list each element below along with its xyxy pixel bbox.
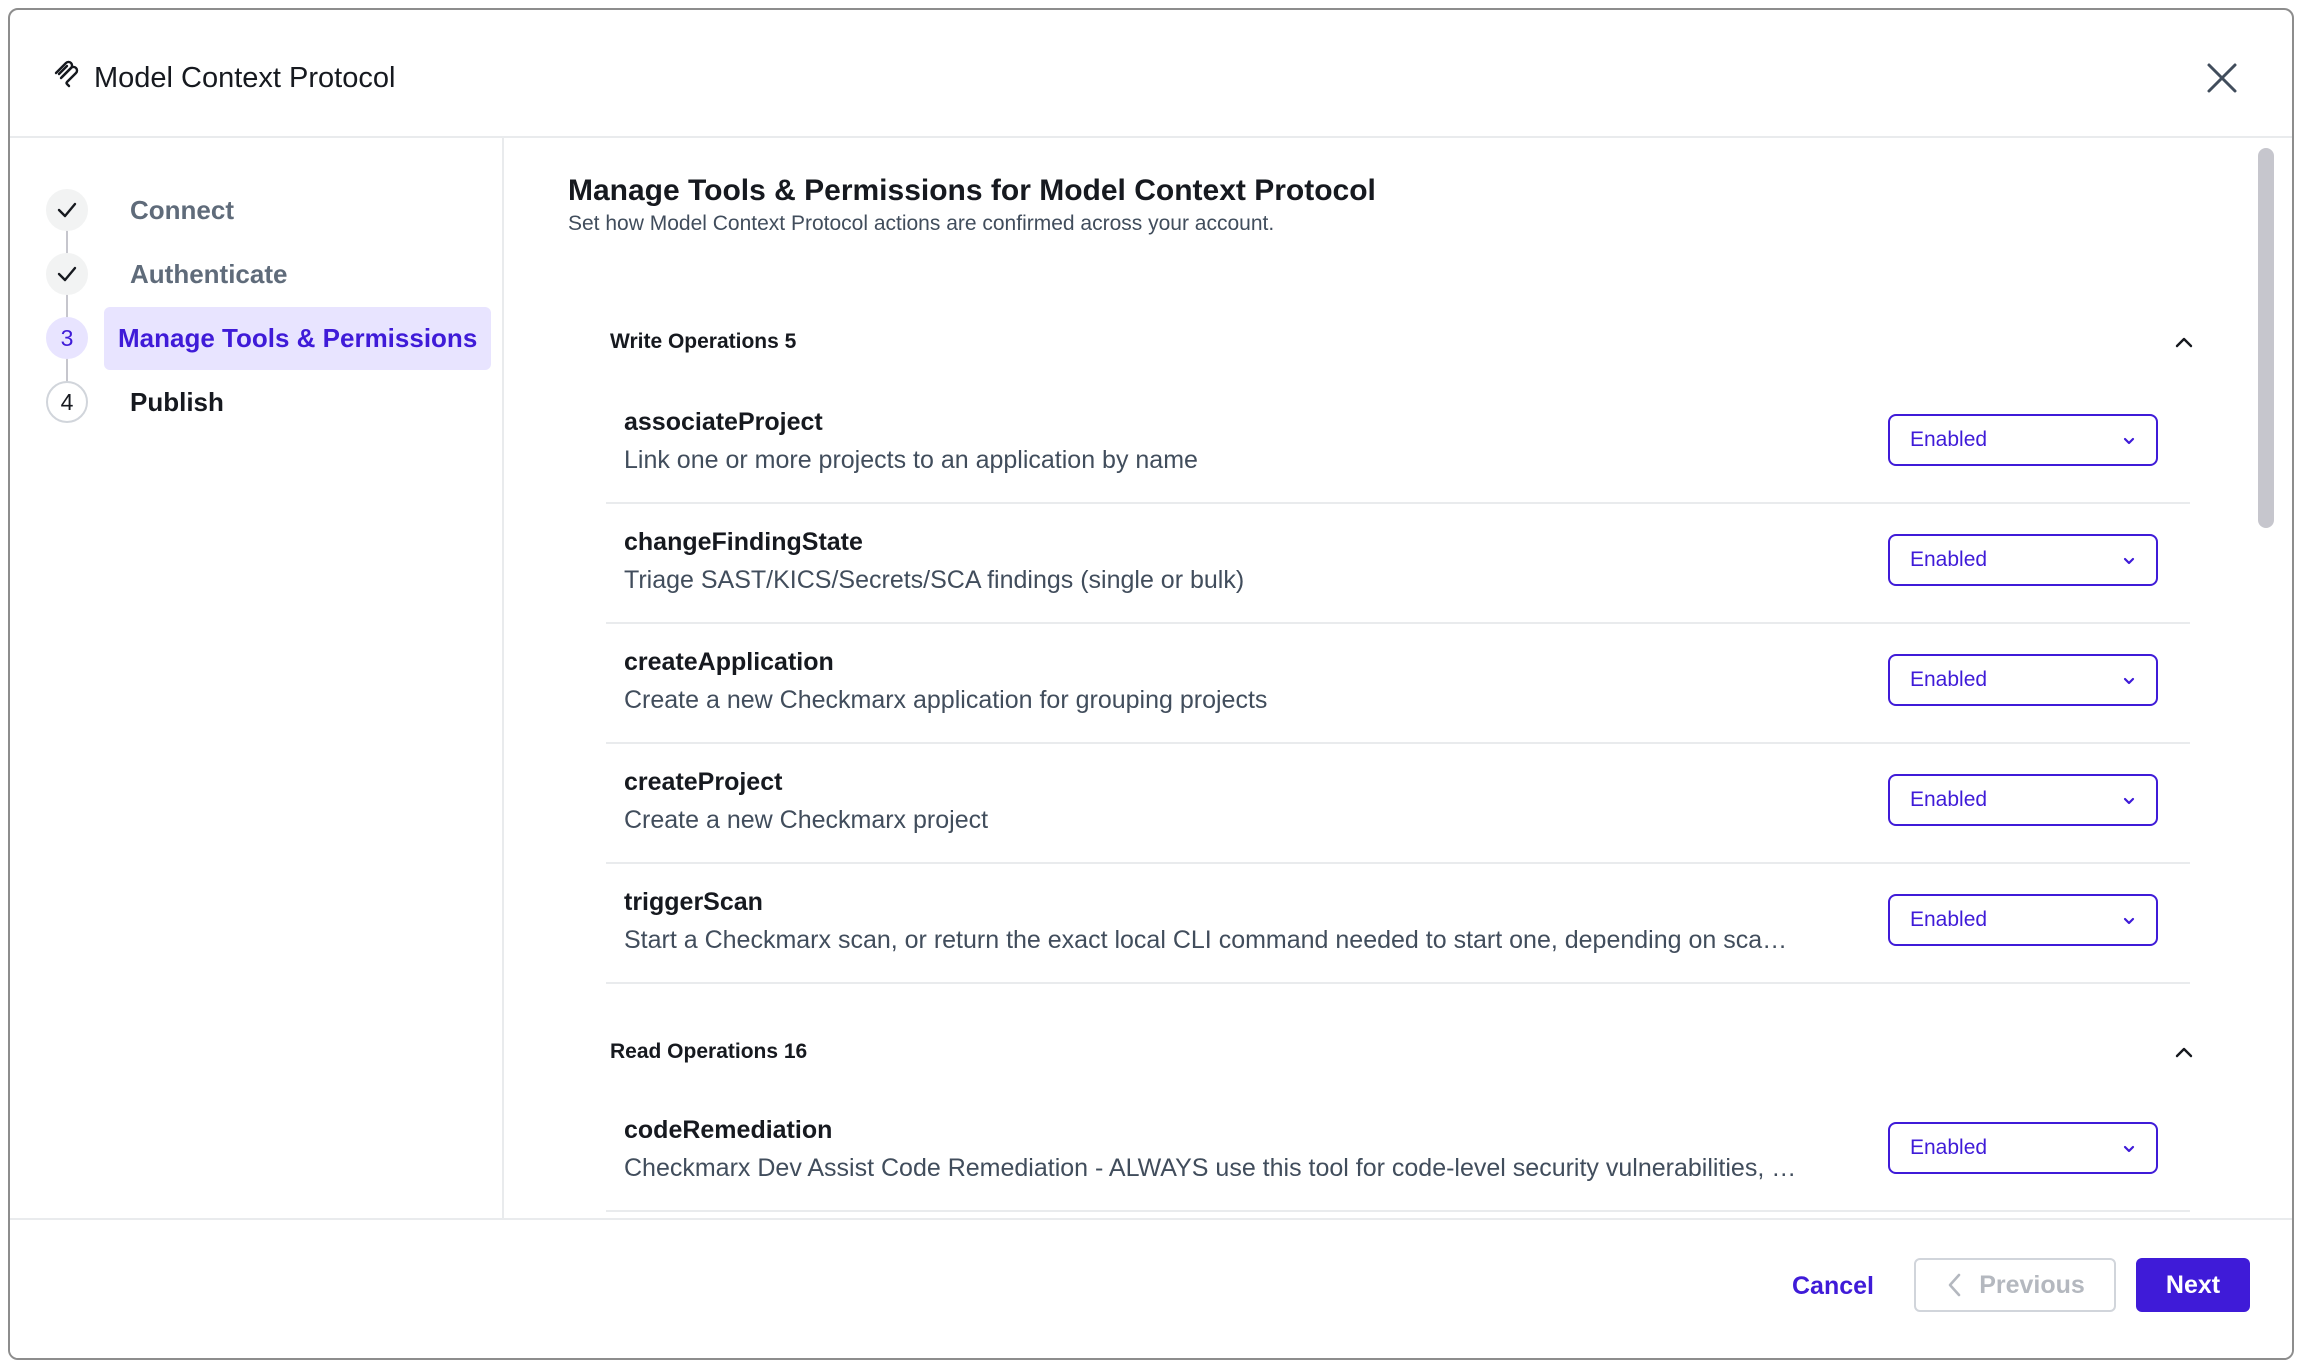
tool-row	[606, 864, 2190, 984]
section-header-write[interactable]	[610, 322, 2200, 362]
step-number: 3	[46, 317, 88, 359]
permission-select[interactable]	[1888, 654, 2158, 706]
tool-row	[606, 504, 2190, 624]
chevron-up-icon[interactable]	[2168, 1036, 2200, 1068]
permission-value: Enabled	[1910, 908, 1988, 931]
previous-button[interactable]	[1914, 1258, 2116, 1312]
chevron-left-icon	[1945, 1272, 1965, 1298]
main-content	[506, 140, 2280, 1218]
step-number: 4	[46, 381, 88, 423]
permission-select[interactable]	[1888, 414, 2158, 466]
tool-name: codeRemediation	[624, 1116, 833, 1144]
page-subtitle: Set how Model Context Protocol actions are confirmed across your account.	[568, 212, 1275, 235]
wizard-steps	[10, 138, 504, 1218]
chevron-down-icon	[2120, 912, 2138, 930]
dialog-footer	[10, 1218, 2292, 1360]
step-label: Connect	[130, 194, 234, 225]
tool-description: Start a Checkmarx scan, or return the exact local CLI command needed to start one, depending on sca…	[624, 926, 1788, 954]
step-label: Manage Tools & Permissions	[104, 307, 491, 370]
step-check-icon	[46, 189, 88, 231]
chevron-down-icon	[2120, 672, 2138, 690]
step-manage-tools[interactable]	[46, 306, 491, 370]
tool-description: Checkmarx Dev Assist Code Remediation - ALWAYS use this tool for code-level security vulnerabilities, …	[624, 1154, 1797, 1182]
page-title: Manage Tools & Permissions for Model Context Protocol	[568, 174, 1376, 207]
mcp-logo-icon	[50, 58, 82, 90]
tool-name: triggerScan	[624, 888, 763, 916]
tool-description: Create a new Checkmarx project	[624, 806, 989, 834]
permission-value: Enabled	[1910, 668, 1988, 691]
section-header-read[interactable]	[610, 1032, 2200, 1072]
dialog-header	[10, 10, 2292, 138]
step-label: Publish	[130, 386, 224, 417]
tool-row	[606, 624, 2190, 744]
tool-row	[606, 384, 2190, 504]
chevron-down-icon	[2120, 552, 2138, 570]
next-button[interactable]: Next	[2136, 1258, 2250, 1312]
step-authenticate[interactable]	[46, 242, 301, 306]
permission-select[interactable]	[1888, 774, 2158, 826]
tool-row	[606, 744, 2190, 864]
tool-name: changeFindingState	[624, 528, 863, 556]
permission-select[interactable]	[1888, 894, 2158, 946]
dialog-title: Model Context Protocol	[94, 62, 396, 94]
permission-select[interactable]	[1888, 1122, 2158, 1174]
step-connect[interactable]	[46, 178, 248, 242]
tool-name: createApplication	[624, 648, 834, 676]
tool-name: createProject	[624, 768, 783, 796]
tool-name: associateProject	[624, 408, 823, 436]
chevron-down-icon	[2120, 432, 2138, 450]
cancel-button[interactable]: Cancel	[1792, 1272, 1874, 1300]
permission-value: Enabled	[1910, 1136, 1988, 1159]
step-check-icon	[46, 253, 88, 295]
scrollbar-thumb[interactable]	[2258, 148, 2274, 528]
step-publish[interactable]	[46, 370, 238, 434]
scrollbar[interactable]	[2252, 140, 2280, 1218]
tool-row	[606, 1092, 2190, 1212]
dialog	[8, 8, 2294, 1360]
chevron-down-icon	[2120, 792, 2138, 810]
previous-label: Previous	[1979, 1270, 2085, 1299]
chevron-down-icon	[2120, 1140, 2138, 1158]
permission-value: Enabled	[1910, 788, 1988, 811]
permission-value: Enabled	[1910, 548, 1988, 571]
tool-description: Create a new Checkmarx application for grouping projects	[624, 686, 1268, 714]
tool-description: Link one or more projects to an application by name	[624, 446, 1198, 474]
permission-value: Enabled	[1910, 428, 1988, 451]
chevron-up-icon[interactable]	[2168, 326, 2200, 358]
close-icon[interactable]	[2202, 58, 2242, 98]
section-title: Read Operations 16	[610, 1040, 808, 1063]
section-title: Write Operations 5	[610, 330, 797, 353]
permission-select[interactable]	[1888, 534, 2158, 586]
tool-description: Triage SAST/KICS/Secrets/SCA findings (single or bulk)	[624, 566, 1245, 594]
step-label: Authenticate	[130, 258, 288, 289]
